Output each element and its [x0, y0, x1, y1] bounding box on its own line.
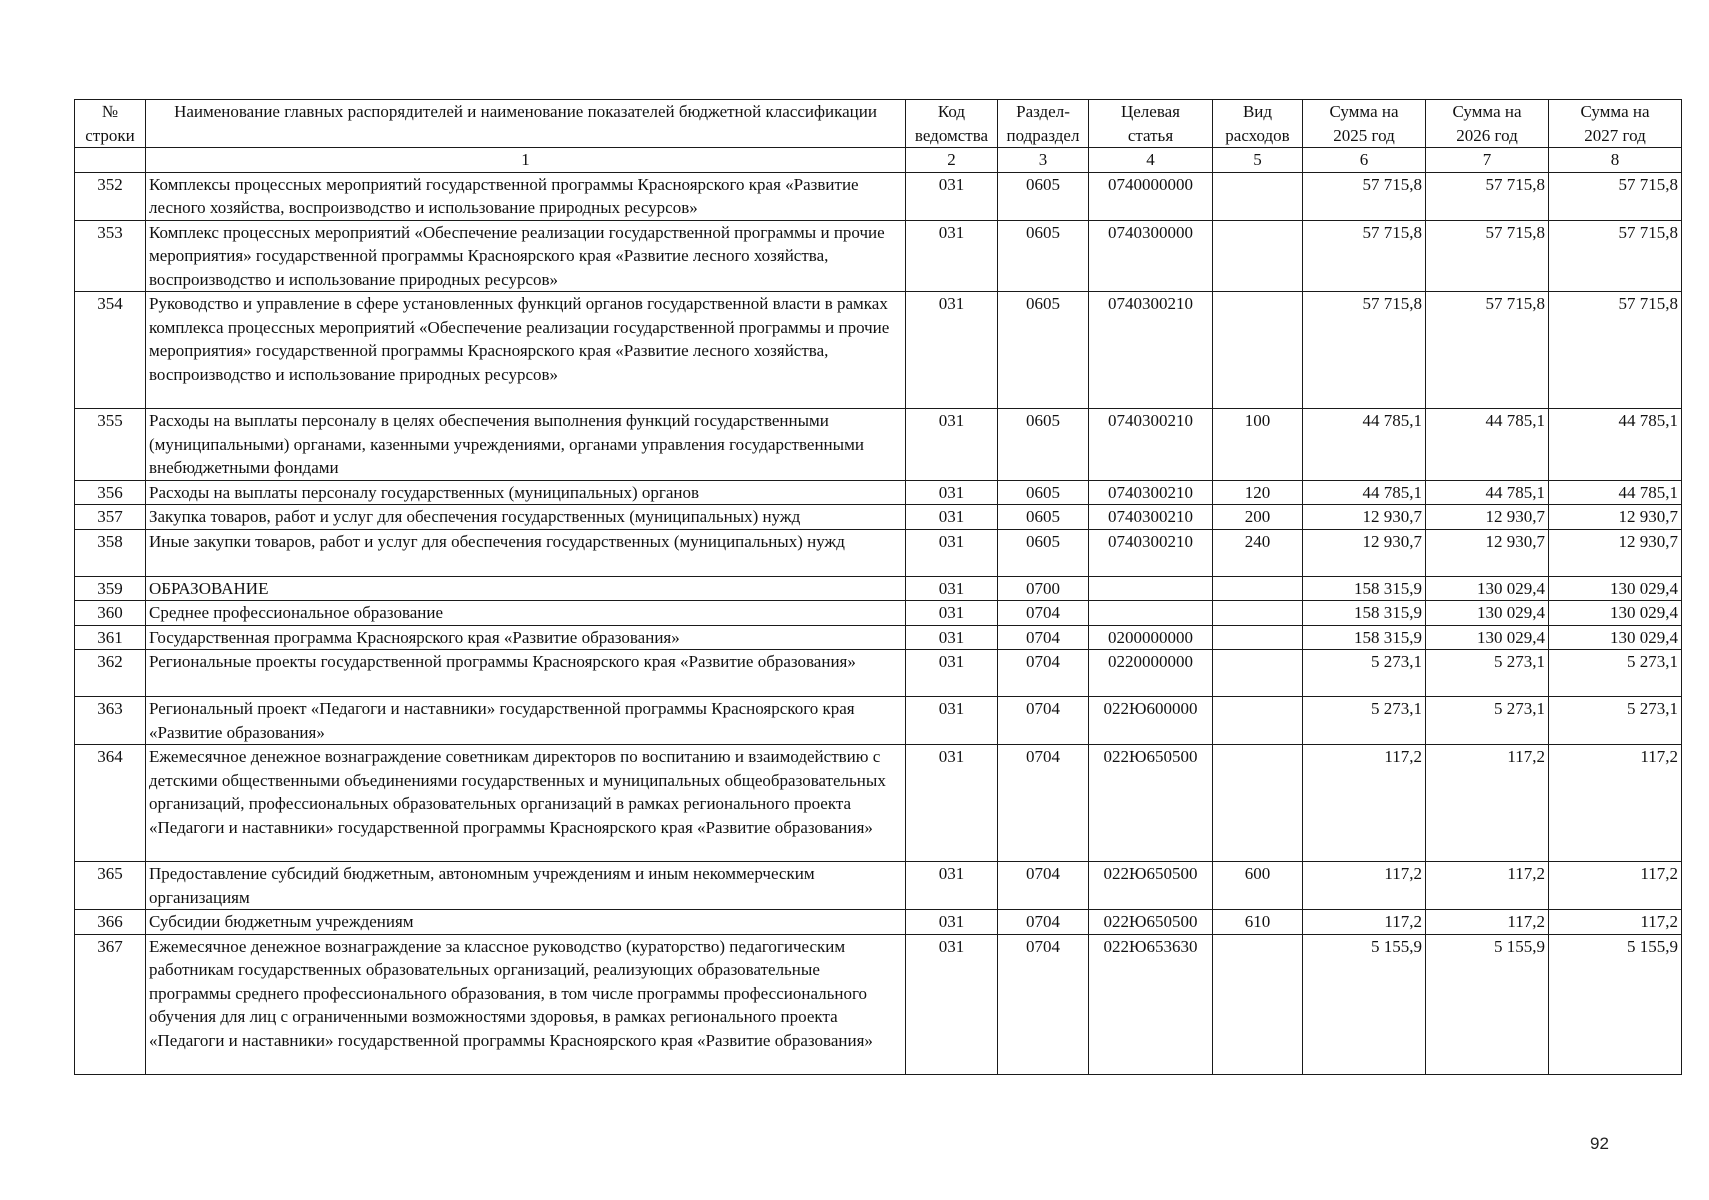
budget-table: [74, 99, 1682, 1075]
sum-2026: 12 930,7: [1426, 529, 1549, 576]
expense-kind: [1213, 220, 1303, 292]
table-row: [75, 529, 1682, 576]
sum-2027: 130 029,4: [1549, 625, 1682, 650]
table-row: [75, 601, 1682, 626]
sum-2026: 130 029,4: [1426, 601, 1549, 626]
sum-2026: 57 715,8: [1426, 292, 1549, 409]
expense-kind: 200: [1213, 505, 1303, 530]
table-row: [75, 625, 1682, 650]
table-row: [75, 576, 1682, 601]
sum-2027: 57 715,8: [1549, 172, 1682, 220]
sum-2027: 12 930,7: [1549, 529, 1682, 576]
section-code: 0704: [998, 625, 1089, 650]
row-number: 366: [75, 910, 146, 935]
agency-code: 031: [906, 292, 998, 409]
header-section: Раздел- подраздел: [998, 100, 1089, 148]
sum-2025: 117,2: [1303, 910, 1426, 935]
sum-2025: 5 273,1: [1303, 697, 1426, 745]
row-name: Расходы на выплаты персоналу в целях обеспечения выполнения функций государственными (муниципальными) органами, казенными учреждениями, органами управления государственными внебюджетными фондами: [146, 409, 906, 481]
table-row: [75, 505, 1682, 530]
sum-2027: 130 029,4: [1549, 576, 1682, 601]
agency-code: 031: [906, 625, 998, 650]
sum-2027: 117,2: [1549, 910, 1682, 935]
expense-kind: [1213, 292, 1303, 409]
sum-2027: 12 930,7: [1549, 505, 1682, 530]
sum-2025: 57 715,8: [1303, 292, 1426, 409]
row-number: 356: [75, 480, 146, 505]
agency-code: 031: [906, 934, 998, 1074]
section-code: 0704: [998, 910, 1089, 935]
target-item: 0200000000: [1089, 625, 1213, 650]
sum-2025: 57 715,8: [1303, 172, 1426, 220]
target-item: 022Ю650500: [1089, 862, 1213, 910]
section-code: 0605: [998, 172, 1089, 220]
target-item: 0740300210: [1089, 292, 1213, 409]
row-number: 362: [75, 650, 146, 697]
column-number: 6: [1303, 148, 1426, 173]
column-number: 4: [1089, 148, 1213, 173]
column-number: 3: [998, 148, 1089, 173]
table-row: [75, 292, 1682, 409]
sum-2025: 5 155,9: [1303, 934, 1426, 1074]
header-sum-2025: Сумма на 2025 год: [1303, 100, 1426, 148]
sum-2027: 117,2: [1549, 862, 1682, 910]
table-row: [75, 934, 1682, 1074]
column-number: [75, 148, 146, 173]
sum-2027: 57 715,8: [1549, 292, 1682, 409]
target-item: 0740300000: [1089, 220, 1213, 292]
section-code: 0704: [998, 697, 1089, 745]
sum-2025: 12 930,7: [1303, 505, 1426, 530]
expense-kind: [1213, 576, 1303, 601]
section-code: 0605: [998, 220, 1089, 292]
row-number: 352: [75, 172, 146, 220]
row-name: Ежемесячное денежное вознаграждение за классное руководство (кураторство) педагогическим работникам государственных образовательных организаций, реализующих образовательные программы среднего профессионального образования, в том числе программы профессионального обучения для лиц с ограниченными возможностями здоровья, в рамках регионального проекта «Педагоги и наставники» государственной программы Красноярского края «Развитие образования»: [146, 934, 906, 1074]
sum-2026: 5 155,9: [1426, 934, 1549, 1074]
column-numbers-row: [75, 148, 1682, 173]
expense-kind: [1213, 601, 1303, 626]
page-number: 92: [1590, 1134, 1609, 1153]
sum-2027: 130 029,4: [1549, 601, 1682, 626]
section-code: 0605: [998, 480, 1089, 505]
sum-2025: 5 273,1: [1303, 650, 1426, 697]
column-number: 8: [1549, 148, 1682, 173]
sum-2025: 117,2: [1303, 862, 1426, 910]
row-name: Среднее профессиональное образование: [146, 601, 906, 626]
target-item: [1089, 576, 1213, 601]
agency-code: 031: [906, 650, 998, 697]
header-sum-2026: Сумма на 2026 год: [1426, 100, 1549, 148]
row-name: Комплексы процессных мероприятий государственной программы Красноярского края «Развитие лесного хозяйства, воспроизводство и использование природных ресурсов»: [146, 172, 906, 220]
target-item: 022Ю653630: [1089, 934, 1213, 1074]
row-name: Государственная программа Красноярского края «Развитие образования»: [146, 625, 906, 650]
sum-2025: 158 315,9: [1303, 625, 1426, 650]
header-kind: Вид расходов: [1213, 100, 1303, 148]
target-item: 0740300210: [1089, 409, 1213, 481]
sum-2027: 57 715,8: [1549, 220, 1682, 292]
sum-2026: 5 273,1: [1426, 697, 1549, 745]
row-number: 358: [75, 529, 146, 576]
table-row: [75, 480, 1682, 505]
expense-kind: 240: [1213, 529, 1303, 576]
table-row: [75, 650, 1682, 697]
row-number: 360: [75, 601, 146, 626]
table-row: [75, 172, 1682, 220]
expense-kind: [1213, 934, 1303, 1074]
sum-2026: 12 930,7: [1426, 505, 1549, 530]
table-body: [75, 172, 1682, 1074]
agency-code: 031: [906, 529, 998, 576]
agency-code: 031: [906, 697, 998, 745]
expense-kind: 120: [1213, 480, 1303, 505]
expense-kind: 100: [1213, 409, 1303, 481]
target-item: [1089, 601, 1213, 626]
sum-2026: 44 785,1: [1426, 409, 1549, 481]
row-name: Закупка товаров, работ и услуг для обеспечения государственных (муниципальных) нужд: [146, 505, 906, 530]
sum-2025: 158 315,9: [1303, 601, 1426, 626]
sum-2027: 44 785,1: [1549, 480, 1682, 505]
sum-2026: 5 273,1: [1426, 650, 1549, 697]
agency-code: 031: [906, 172, 998, 220]
sum-2027: 5 273,1: [1549, 697, 1682, 745]
target-item: 0740300210: [1089, 529, 1213, 576]
row-number: 367: [75, 934, 146, 1074]
row-name: Комплекс процессных мероприятий «Обеспечение реализации государственной программы и прочие мероприятия» государственной программы Красноярского края «Развитие лесного хозяйства, воспроизводство и использование природных ресурсов»: [146, 220, 906, 292]
header-row-no: № строки: [75, 100, 146, 148]
row-number: 365: [75, 862, 146, 910]
sum-2025: 57 715,8: [1303, 220, 1426, 292]
row-number: 363: [75, 697, 146, 745]
section-code: 0704: [998, 745, 1089, 862]
expense-kind: [1213, 650, 1303, 697]
sum-2026: 130 029,4: [1426, 576, 1549, 601]
expense-kind: [1213, 625, 1303, 650]
row-name: Предоставление субсидий бюджетным, автономным учреждениям и иным некоммерческим организациям: [146, 862, 906, 910]
sum-2026: 117,2: [1426, 745, 1549, 862]
expense-kind: [1213, 745, 1303, 862]
sum-2026: 117,2: [1426, 862, 1549, 910]
sum-2027: 5 273,1: [1549, 650, 1682, 697]
row-name: ОБРАЗОВАНИЕ: [146, 576, 906, 601]
header-name: Наименование главных распорядителей и наименование показателей бюджетной классификации: [146, 100, 906, 148]
target-item: 022Ю650500: [1089, 910, 1213, 935]
section-code: 0605: [998, 505, 1089, 530]
target-item: 0740000000: [1089, 172, 1213, 220]
agency-code: 031: [906, 409, 998, 481]
row-name: Руководство и управление в сфере установленных функций органов государственной власти в рамках комплекса процессных мероприятий «Обеспечение реализации государственной программы и прочие мероприятия» государственной программы Красноярского края «Развитие лесного хозяйства, воспроизводство и использование природных ресурсов»: [146, 292, 906, 409]
row-number: 357: [75, 505, 146, 530]
header-sum-2027: Сумма на 2027 год: [1549, 100, 1682, 148]
sum-2027: 117,2: [1549, 745, 1682, 862]
target-item: 022Ю600000: [1089, 697, 1213, 745]
table-row: [75, 409, 1682, 481]
table-row: [75, 697, 1682, 745]
column-number: 7: [1426, 148, 1549, 173]
row-number: 361: [75, 625, 146, 650]
row-number: 354: [75, 292, 146, 409]
sum-2025: 44 785,1: [1303, 480, 1426, 505]
header-code: Код ведомства: [906, 100, 998, 148]
agency-code: 031: [906, 220, 998, 292]
section-code: 0704: [998, 934, 1089, 1074]
sum-2025: 44 785,1: [1303, 409, 1426, 481]
agency-code: 031: [906, 505, 998, 530]
agency-code: 031: [906, 601, 998, 626]
section-code: 0605: [998, 292, 1089, 409]
target-item: 0220000000: [1089, 650, 1213, 697]
target-item: 022Ю650500: [1089, 745, 1213, 862]
table-row: [75, 745, 1682, 862]
sum-2025: 12 930,7: [1303, 529, 1426, 576]
row-number: 353: [75, 220, 146, 292]
row-number: 364: [75, 745, 146, 862]
section-code: 0704: [998, 650, 1089, 697]
row-name: Субсидии бюджетным учреждениям: [146, 910, 906, 935]
agency-code: 031: [906, 576, 998, 601]
sum-2026: 44 785,1: [1426, 480, 1549, 505]
expense-kind: 600: [1213, 862, 1303, 910]
expense-kind: 610: [1213, 910, 1303, 935]
column-number: 5: [1213, 148, 1303, 173]
row-name: Иные закупки товаров, работ и услуг для обеспечения государственных (муниципальных) нужд: [146, 529, 906, 576]
table-row: [75, 910, 1682, 935]
agency-code: 031: [906, 862, 998, 910]
table-row: [75, 220, 1682, 292]
section-code: 0704: [998, 862, 1089, 910]
sum-2026: 57 715,8: [1426, 220, 1549, 292]
row-name: Региональные проекты государственной программы Красноярского края «Развитие образования»: [146, 650, 906, 697]
sum-2026: 117,2: [1426, 910, 1549, 935]
section-code: 0605: [998, 409, 1089, 481]
section-code: 0704: [998, 601, 1089, 626]
row-name: Региональный проект «Педагоги и наставники» государственной программы Красноярского края «Развитие образования»: [146, 697, 906, 745]
sum-2027: 44 785,1: [1549, 409, 1682, 481]
row-number: 355: [75, 409, 146, 481]
sum-2025: 117,2: [1303, 745, 1426, 862]
row-number: 359: [75, 576, 146, 601]
row-name: Расходы на выплаты персоналу государственных (муниципальных) органов: [146, 480, 906, 505]
sum-2026: 130 029,4: [1426, 625, 1549, 650]
sum-2027: 5 155,9: [1549, 934, 1682, 1074]
header-row: [75, 100, 1682, 148]
column-number: 2: [906, 148, 998, 173]
table-row: [75, 862, 1682, 910]
target-item: 0740300210: [1089, 505, 1213, 530]
sum-2025: 158 315,9: [1303, 576, 1426, 601]
sum-2026: 57 715,8: [1426, 172, 1549, 220]
section-code: 0700: [998, 576, 1089, 601]
agency-code: 031: [906, 480, 998, 505]
row-name: Ежемесячное денежное вознаграждение советникам директоров по воспитанию и взаимодействию с детскими общественными объединениями государственных и муниципальных общеобразовательных организаций, профессиональных образовательных организаций в рамках регионального проекта «Педагоги и наставники» государственной программы Красноярского края «Развитие образования»: [146, 745, 906, 862]
section-code: 0605: [998, 529, 1089, 576]
target-item: 0740300210: [1089, 480, 1213, 505]
expense-kind: [1213, 697, 1303, 745]
header-target: Целевая статья: [1089, 100, 1213, 148]
agency-code: 031: [906, 910, 998, 935]
agency-code: 031: [906, 745, 998, 862]
column-number: 1: [146, 148, 906, 173]
expense-kind: [1213, 172, 1303, 220]
